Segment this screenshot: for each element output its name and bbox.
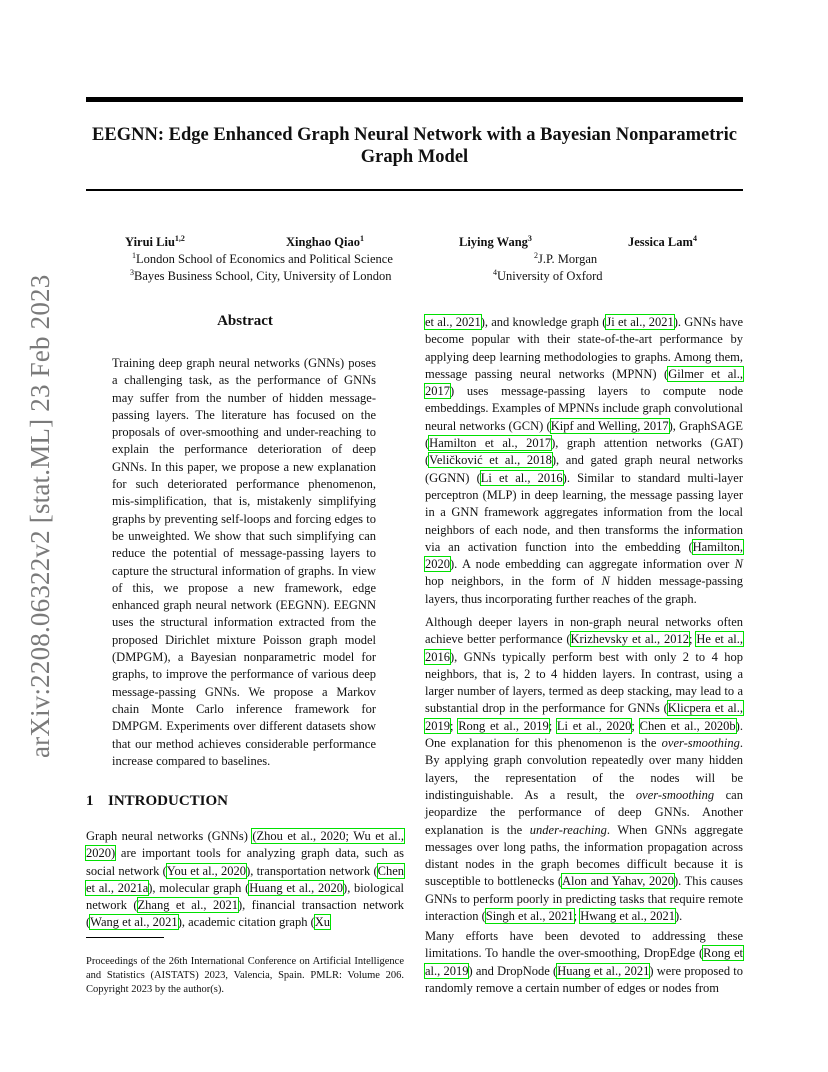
citation-link[interactable]: Huang et al., 2021 — [557, 963, 650, 978]
text-run: . When GNNs aggregate messages over long paths, the information propagation across distant nodes in the graph becomes difficult because it is susceptible to bottlenecks ( — [425, 822, 743, 889]
citation-link[interactable]: Wang et al., 2021 — [90, 915, 178, 930]
text-run: ). Similar to standard multi-layer perceptron (MLP) in deep learning, the message passing layer in a GNN framework aggregates information from the local neighbors of each node, and then transforms the information via an activation function into the embedding ( — [425, 470, 743, 554]
affiliation-2: $^2$J.P. Morgan — [534, 250, 598, 266]
citation-link[interactable]: Klicpera et al., 2019 — [425, 701, 743, 733]
affiliation-3: $^3$Bayes Business School, City, University of London — [130, 267, 392, 283]
citation-link[interactable]: Chen et al., 2021a — [86, 863, 405, 895]
text-run: ; — [573, 909, 581, 924]
text-run: ), GraphSAGE ( — [425, 418, 744, 451]
citation-link[interactable]: Li et al., 2016 — [480, 470, 563, 485]
citation-link[interactable]: Kipf and Welling, 2017 — [550, 418, 669, 433]
citation-link[interactable]: Hwang et al., 2021 — [580, 909, 675, 924]
text-run: ; — [548, 718, 557, 733]
text-run: ), and knowledge graph ( — [480, 315, 607, 329]
text-run: ; — [689, 632, 697, 647]
text-run: ) uses message-passing layers to compute node embeddings. Examples of MPNNs include graph convolutional neural networks (GCN) ( — [425, 384, 743, 433]
text-run: ). — [674, 909, 683, 924]
section-heading: 1 INTRODUCTION — [86, 793, 229, 809]
citation-link[interactable]: Hamilton, 2020 — [425, 539, 743, 572]
text-run: ; — [631, 718, 640, 733]
proceedings-footnote: Proceedings of the 26th International Conference on Artificial Intelligence and Statistics (AISTATS) 2023, Valencia, Spain. PMLR: Volume 206. Copyright 2023 by the author(s). — [86, 956, 404, 995]
right-paragraph-1 — [425, 314, 743, 608]
citation-link[interactable]: Rong et al., 2019 — [458, 718, 549, 733]
affiliation-1: $^1$London School of Economics and Political Science — [132, 250, 393, 266]
italic-text: N — [601, 574, 610, 589]
author-3: Liying Wang$^3$ — [459, 233, 532, 249]
text-run: ). GNNs have become popular with their state-of-the-art performance by applying deep learning methodologies to graphs. Among them, message passing neural networks (MPNN) ( — [425, 315, 743, 381]
text-run: ), transportation network ( — [246, 863, 378, 878]
author-1: Yirui Liu$^{1,2}$ — [125, 233, 185, 249]
citation-link[interactable]: He et al., 2016 — [425, 632, 743, 664]
text-run: ), financial transaction network ( — [86, 898, 404, 930]
text-run: ), molecular graph ( — [148, 880, 250, 895]
text-run: Although deeper layers in non-graph neural networks often achieve better performance ( — [425, 615, 743, 647]
citation-link[interactable]: Singh et al., 2021 — [485, 909, 574, 924]
text-run: Many efforts have been devoted to addressing these limitations. To handle the over-smoothing, DropEdge ( — [425, 929, 743, 961]
citation-link[interactable]: Chen et al., 2020b — [639, 718, 736, 733]
italic-text: N — [734, 557, 743, 572]
text-run: ), biological network ( — [86, 880, 405, 913]
citation-link[interactable]: Gilmer et al., 2017 — [425, 366, 743, 399]
italic-text: over-smoothing — [635, 787, 715, 802]
citation-link[interactable]: Alon and Yahav, 2020 — [562, 874, 674, 889]
text-run: ), and gated graph neural networks (GGNN) ( — [425, 453, 743, 485]
citation-link[interactable]: Hamilton et al., 2017 — [429, 436, 552, 451]
author-4: Jessica Lam$^4$ — [628, 233, 697, 249]
text-run: ). One explanation for this phenomenon is the — [425, 718, 743, 751]
text-run: ), academic citation graph ( — [177, 915, 315, 930]
text-run: hidden message-passing layers, thus incorporating further reaches of the graph. — [425, 574, 743, 606]
text-run: ). A node embedding can aggregate information over — [450, 557, 735, 572]
citation-link[interactable]: Zhang et al., 2021 — [137, 898, 238, 913]
citation-link[interactable]: (Zhou et al., 2020; Wu et al., 2020) — [86, 829, 404, 861]
title-top-rule — [86, 97, 743, 102]
paper-title: EEGNN: Edge Enhanced Graph Neural Network with a Bayesian Nonparametric Graph Model — [92, 125, 737, 167]
text-run: can jeopardize the performance of deep GNNs. Another explanation is the — [425, 787, 743, 837]
italic-text: under-reaching — [529, 822, 607, 837]
text-run: . By applying graph convolution repeatedly over many hidden layers, the representation of the nodes will be indistinguishable. As a result, the — [425, 736, 743, 802]
citation-link[interactable]: Krizhevsky et al., 2012 — [570, 632, 690, 647]
citation-link[interactable]: Ji et al., 2021 — [606, 315, 674, 329]
text-run: hop neighbors, in the form of — [425, 574, 602, 589]
citation-link[interactable]: Veličković et al., 2018 — [429, 453, 552, 468]
citation-link[interactable]: Huang et al., 2020 — [249, 880, 344, 895]
title-bottom-rule — [86, 189, 743, 191]
abstract-text: Training deep graph neural networks (GNNs) poses a challenging task, as the performance of GNNs may suffer from the number of hidden message-passing layers. The literature has focused on the proposals of over-smoothing and under-reaching to explain the performance deterioration of deep GNNs. In this paper, we propose a new explanation for such deteriorated performance phenomenon, mis-simplification, that is, mistakenly simplifying graphs by preventing self-loops and forcing edges to be unweighted. We show that such simplifying can reduce the potential of message-passing layers to capture the structural information of graphs. In view of this, we propose a new framework, edge enhanced graph neural network (EEGNN). EEGNN uses the structural information extracted from the proposed Dirichlet mixture Poisson graph model (DMPGM), a Bayesian nonparametric model for graphs, to improve the performance of various deep message-passing GNNs. We propose a Markov chain Monte Carlo inference framework for DMPGM. Experiments over different datasets show that our method achieves considerable performance increase compared to baselines. — [112, 356, 376, 768]
abstract-heading: Abstract — [217, 313, 273, 329]
affiliation-4: $^4$University of Oxford — [493, 267, 603, 283]
citation-link[interactable]: et al., 2021 — [425, 315, 481, 329]
text-run: ) and DropNode ( — [468, 963, 558, 978]
text-run: ), GNNs typically perform best with only 2 to 4 hop neighbors, that is, 2 to 4 hidden layers. In contrast, using a larger number of layers, termed as deep stacking, may lead to a substantial drop in the performance for GNNs ( — [425, 649, 743, 716]
text-run: ) were proposed to randomly remove a certain number of edges or nodes from — [425, 963, 743, 995]
text-run: ). This causes GNNs to perform poorly in predicting tasks that require remote interaction ( — [425, 874, 743, 924]
right-paragraph-3 — [425, 928, 743, 997]
arxiv-stamp: arXiv:2208.06322v2 [stat.ML] 23 Feb 2023 — [25, 274, 55, 758]
text-run: ; — [450, 718, 459, 733]
text-run: are important tools for analyzing graph data, such as social network ( — [86, 846, 404, 878]
text-run: Graph neural networks (GNNs) — [86, 829, 253, 843]
author-2: Xinghao Qiao$^1$ — [286, 233, 364, 249]
citation-link[interactable]: Rong et al., 2019 — [425, 946, 743, 978]
right-paragraph-2 — [425, 614, 743, 925]
citation-link[interactable]: Li et al., 2020 — [556, 718, 632, 733]
citation-link[interactable]: You et al., 2020 — [166, 863, 247, 878]
italic-text: over-smoothing — [661, 736, 740, 751]
citation-link[interactable]: Xu — [314, 915, 331, 930]
footnote-rule — [86, 937, 164, 938]
text-run: ), graph attention networks (GAT) ( — [425, 436, 743, 468]
intro-paragraph — [86, 828, 404, 932]
